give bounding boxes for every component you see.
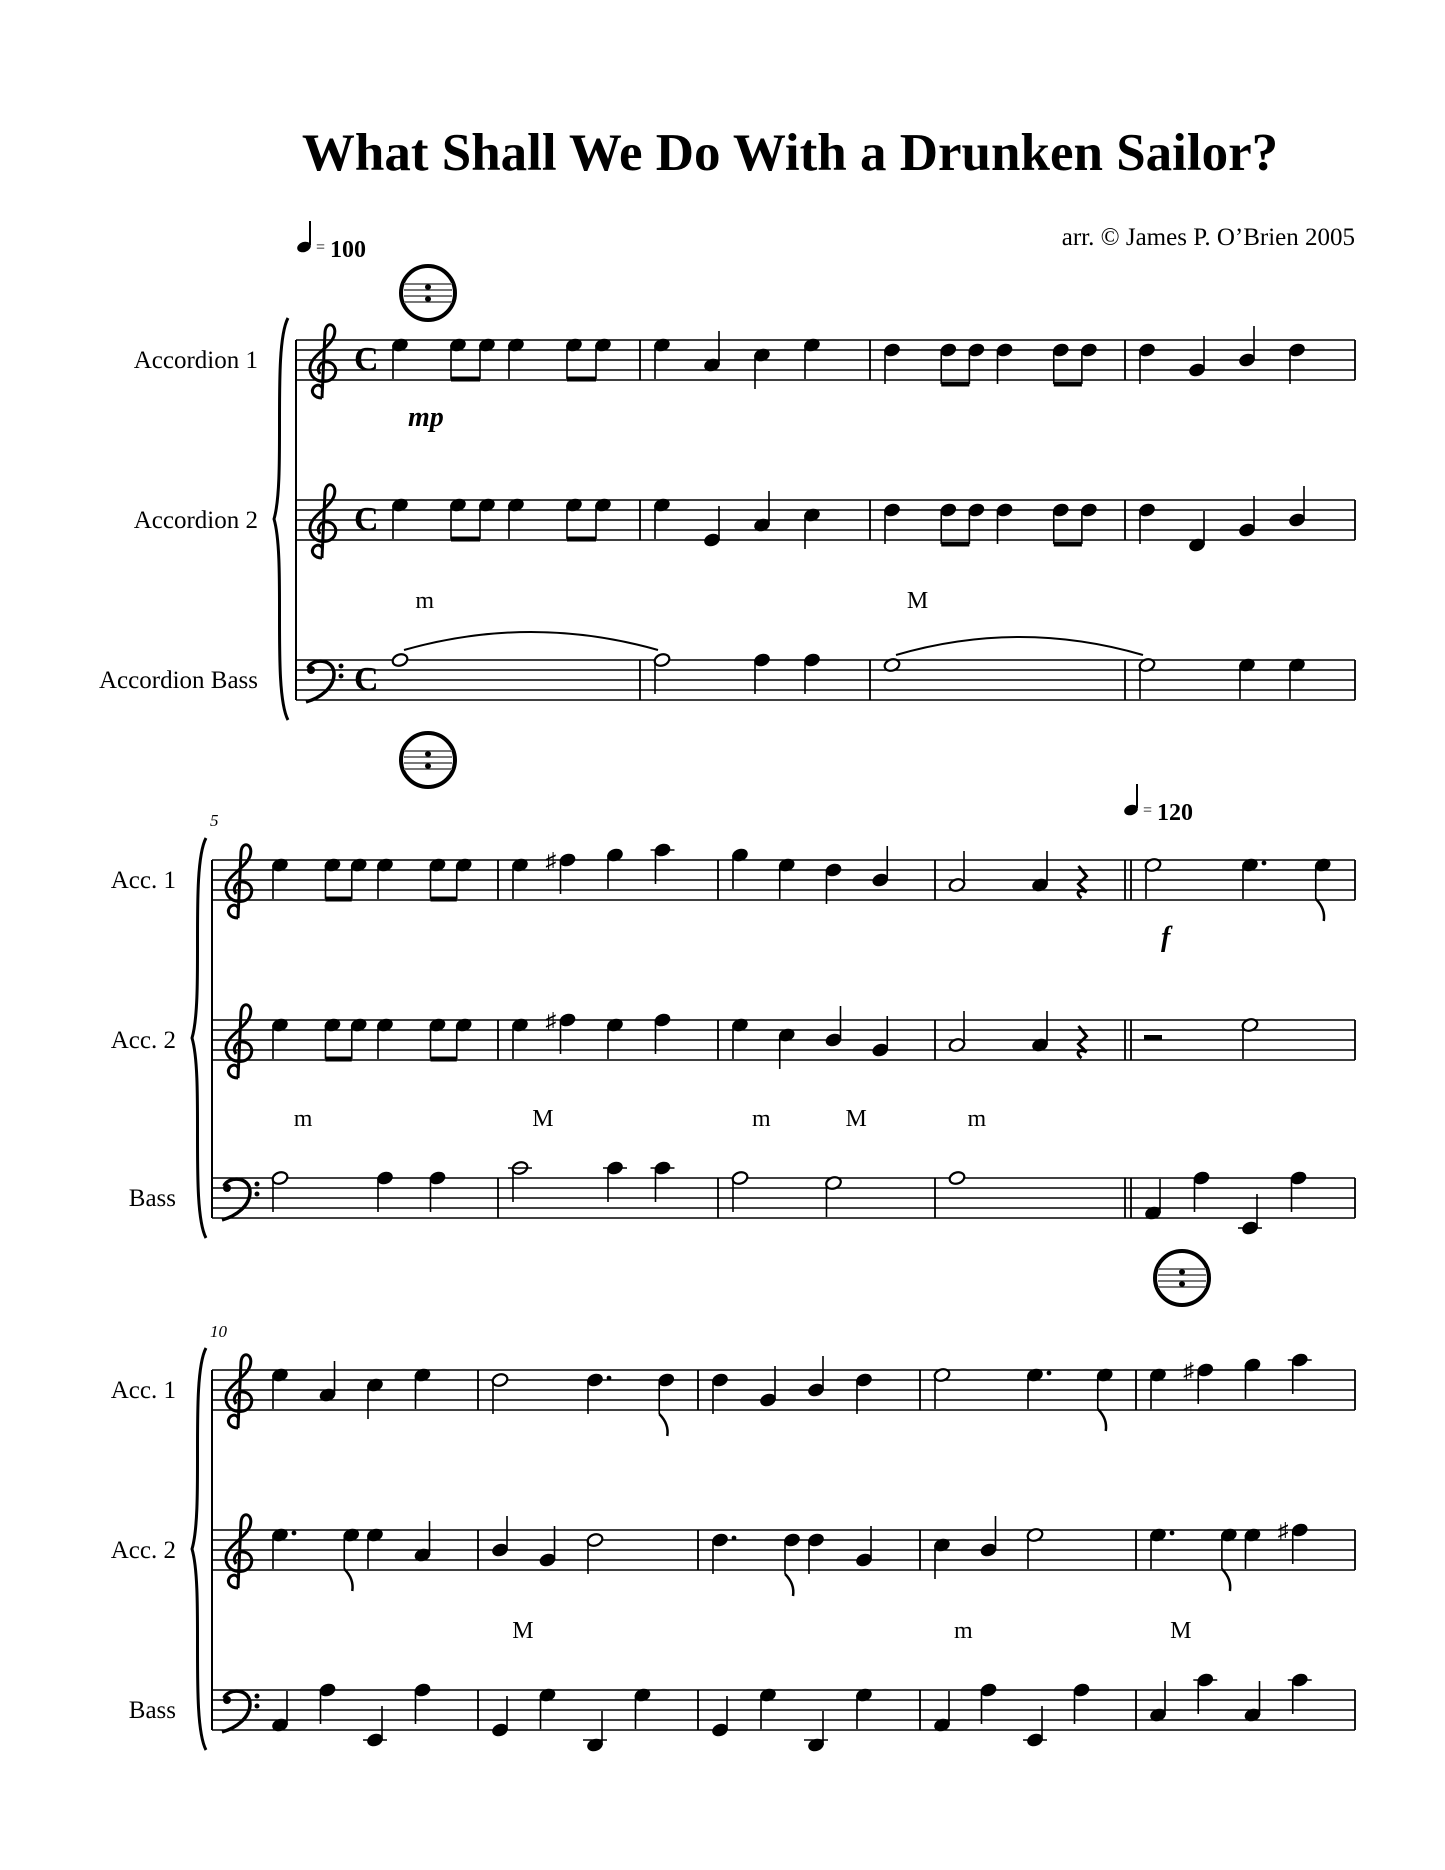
note xyxy=(651,1160,675,1202)
time-signature: C xyxy=(354,341,379,378)
note xyxy=(731,1170,749,1212)
note xyxy=(391,497,409,539)
note xyxy=(883,502,901,544)
chord-symbol: M xyxy=(906,588,929,614)
sharp-accidental-icon: ♯ xyxy=(1183,1358,1195,1383)
note xyxy=(583,1711,607,1753)
note xyxy=(1031,851,1049,893)
note xyxy=(731,1017,749,1059)
note xyxy=(753,652,771,694)
note xyxy=(366,1377,384,1419)
bass-clef-dot-icon xyxy=(255,1182,260,1187)
staff-label: Acc. 2 xyxy=(110,1027,176,1054)
note xyxy=(594,337,612,379)
register-dial-ring xyxy=(1155,1251,1209,1305)
tie-arc xyxy=(404,632,658,650)
note xyxy=(1288,1352,1312,1394)
staff-2 xyxy=(134,485,1355,558)
register-dial-ring xyxy=(401,733,455,787)
chord-symbol: m xyxy=(752,1106,771,1132)
note xyxy=(391,337,409,379)
note xyxy=(455,1017,473,1059)
register-dial-dot xyxy=(425,763,431,769)
note xyxy=(825,1175,843,1217)
tempo-equals: = xyxy=(1143,802,1153,819)
note xyxy=(1149,1527,1174,1569)
note xyxy=(825,862,843,904)
note xyxy=(319,1361,337,1403)
eighth-flag xyxy=(1222,1569,1230,1591)
treble-clef-icon xyxy=(226,845,252,918)
note xyxy=(1080,502,1098,544)
half-note-head xyxy=(948,1170,966,1185)
note xyxy=(319,1682,337,1724)
treble-clef-icon xyxy=(310,325,336,398)
note xyxy=(657,1372,675,1414)
register-dial-ring xyxy=(401,266,455,320)
note xyxy=(1196,1362,1214,1404)
accordion-register-dial-icon xyxy=(1155,1251,1209,1305)
accordion-register-dial-icon xyxy=(401,733,455,787)
staff-2 xyxy=(111,1515,1355,1596)
note xyxy=(1031,1011,1049,1053)
note xyxy=(606,847,624,889)
note xyxy=(651,842,675,884)
bass-clef-dot-icon xyxy=(255,1192,260,1197)
note xyxy=(1188,511,1206,553)
note xyxy=(603,1160,627,1202)
note xyxy=(1238,326,1256,368)
note xyxy=(1144,857,1162,899)
note xyxy=(414,1367,432,1409)
dotted-note-dot xyxy=(292,1531,297,1536)
staff-1 xyxy=(134,325,1355,398)
note xyxy=(1244,1357,1262,1399)
note xyxy=(803,337,821,379)
bass-clef-dot-icon xyxy=(307,666,315,674)
note xyxy=(271,1367,289,1409)
half-rest-icon xyxy=(1144,1035,1162,1040)
note xyxy=(1244,1527,1262,1569)
staff-label: Bass xyxy=(128,1185,176,1212)
note xyxy=(478,497,496,539)
note xyxy=(478,337,496,379)
bass-clef-dot-icon xyxy=(255,1694,260,1699)
note xyxy=(507,337,525,379)
staff-2 xyxy=(111,1005,1355,1078)
treble-clef-icon xyxy=(226,1005,252,1078)
note xyxy=(1238,1194,1262,1236)
note xyxy=(803,652,821,694)
note xyxy=(363,1706,387,1748)
eighth-flag xyxy=(1316,899,1324,921)
note xyxy=(1096,1367,1114,1409)
note xyxy=(871,846,889,888)
note xyxy=(807,1532,825,1574)
chord-symbol: M xyxy=(1170,1618,1192,1644)
tie-arc xyxy=(896,637,1143,655)
note xyxy=(271,1691,289,1733)
note xyxy=(1288,657,1306,699)
note xyxy=(711,1696,729,1738)
note xyxy=(376,857,394,899)
note xyxy=(980,1682,998,1724)
note xyxy=(996,502,1014,544)
dotted-note-dot xyxy=(607,1376,612,1381)
note xyxy=(429,857,447,899)
note xyxy=(606,1017,624,1059)
measure-number: 5 xyxy=(210,811,219,830)
note xyxy=(1290,1170,1308,1212)
note xyxy=(1138,502,1156,544)
note xyxy=(711,1372,729,1414)
treble-clef-icon xyxy=(310,485,336,558)
note xyxy=(1288,342,1306,384)
half-note-head xyxy=(391,652,409,667)
dotted-note-dot xyxy=(1047,1371,1052,1376)
quarter-rest-icon xyxy=(1078,866,1086,898)
note xyxy=(653,497,671,539)
note xyxy=(455,857,473,899)
note xyxy=(803,507,821,549)
note xyxy=(1288,1672,1312,1714)
note xyxy=(508,1160,532,1202)
note xyxy=(491,1372,509,1414)
note xyxy=(491,1696,509,1738)
note xyxy=(1149,1367,1167,1409)
system-2 xyxy=(111,733,1355,1238)
note xyxy=(933,1691,951,1733)
chord-symbol: m xyxy=(953,1618,973,1644)
note xyxy=(1149,1681,1167,1723)
bass-clef-dot-icon xyxy=(339,664,344,669)
time-signature: C xyxy=(354,661,379,698)
note xyxy=(511,857,529,899)
note xyxy=(753,491,771,533)
system-1 xyxy=(99,221,1355,720)
chord-symbol: M xyxy=(512,1618,534,1644)
bass-clef-dot-icon xyxy=(223,1696,231,1704)
staff-label: Accordion Bass xyxy=(99,667,258,694)
staff-label: Accordion 2 xyxy=(133,507,258,534)
note xyxy=(1193,1170,1211,1212)
note xyxy=(539,1526,557,1568)
eighth-flag xyxy=(785,1574,793,1596)
staff-label: Acc. 1 xyxy=(110,1377,176,1404)
note xyxy=(1138,657,1156,699)
chord-symbol: m xyxy=(293,1106,313,1132)
chord-symbol: M xyxy=(532,1106,554,1132)
accordion-register-dial-icon xyxy=(401,266,455,320)
system-brace xyxy=(192,838,206,1238)
note xyxy=(586,1372,611,1414)
tempo-value: 120 xyxy=(1157,800,1193,826)
system-brace xyxy=(192,1348,206,1750)
note xyxy=(778,1027,796,1069)
note xyxy=(376,1017,394,1059)
note xyxy=(783,1532,801,1574)
staff-3 xyxy=(129,1160,1355,1235)
note xyxy=(1220,1527,1238,1569)
system-brace xyxy=(274,318,288,720)
note xyxy=(855,1526,873,1568)
note xyxy=(948,1170,966,1185)
note xyxy=(703,506,721,548)
register-dial-dot xyxy=(425,296,431,302)
note xyxy=(449,497,467,539)
bass-clef-dot-icon xyxy=(339,674,344,679)
note xyxy=(948,851,966,893)
note xyxy=(565,337,583,379)
note xyxy=(807,1356,825,1398)
note xyxy=(1144,1179,1162,1221)
tempo-equals: = xyxy=(316,239,326,256)
dotted-note-dot xyxy=(732,1536,737,1541)
note xyxy=(778,857,796,899)
note xyxy=(414,1682,432,1724)
staff-1 xyxy=(111,842,1355,921)
staff-3 xyxy=(129,1672,1355,1752)
measure-number: 10 xyxy=(210,1322,227,1341)
note xyxy=(594,497,612,539)
dotted-note-dot xyxy=(1262,861,1267,866)
note xyxy=(324,1017,342,1059)
note xyxy=(1052,502,1070,544)
note xyxy=(1238,657,1256,699)
note xyxy=(1238,496,1256,538)
note xyxy=(429,1017,447,1059)
note xyxy=(759,1687,777,1729)
note xyxy=(759,1366,777,1408)
bass-clef-dot-icon xyxy=(223,1184,231,1192)
score-title: What Shall We Do With a Drunken Sailor? xyxy=(301,124,1279,182)
note xyxy=(1080,342,1098,384)
dynamic-marking: mp xyxy=(408,402,444,433)
note xyxy=(271,1017,289,1059)
note xyxy=(939,502,957,544)
staff-3 xyxy=(99,632,1355,702)
note xyxy=(883,342,901,384)
note xyxy=(939,342,957,384)
staff-label: Bass xyxy=(128,1697,176,1724)
note xyxy=(948,1011,966,1053)
note xyxy=(1026,1527,1044,1569)
register-dial-dot xyxy=(425,751,431,757)
tempo-marking xyxy=(296,221,366,263)
note xyxy=(1052,342,1070,384)
note xyxy=(653,652,671,694)
note xyxy=(654,1012,672,1054)
dynamic-marking: f xyxy=(1161,922,1171,953)
treble-clef-icon xyxy=(226,1515,252,1588)
note xyxy=(731,847,749,889)
note xyxy=(559,852,577,894)
staff-1 xyxy=(111,1352,1355,1436)
note xyxy=(391,652,409,667)
note xyxy=(753,347,771,389)
treble-clef-icon xyxy=(226,1355,252,1428)
note xyxy=(271,857,289,899)
note xyxy=(1291,1522,1309,1564)
note xyxy=(507,497,525,539)
note xyxy=(855,1372,873,1414)
note xyxy=(1138,342,1156,384)
staff-label: Acc. 2 xyxy=(110,1537,176,1564)
note xyxy=(1314,857,1332,899)
dotted-note-dot xyxy=(1170,1531,1175,1536)
note xyxy=(996,342,1014,384)
note xyxy=(980,1516,998,1558)
tempo-value: 100 xyxy=(330,237,366,263)
note xyxy=(376,1170,394,1212)
chord-symbol: M xyxy=(845,1106,867,1132)
note xyxy=(1188,336,1206,378)
note xyxy=(559,1012,577,1054)
note xyxy=(933,1537,951,1579)
note xyxy=(586,1532,604,1574)
sharp-accidental-icon: ♯ xyxy=(545,1008,557,1033)
note xyxy=(1073,1682,1091,1724)
note xyxy=(871,1016,889,1058)
systems-layer xyxy=(99,221,1355,1753)
system-3 xyxy=(111,1251,1355,1753)
eighth-flag xyxy=(344,1569,352,1591)
note xyxy=(271,1170,289,1212)
note xyxy=(366,1527,384,1569)
note xyxy=(855,1687,873,1729)
note xyxy=(414,1521,432,1563)
copyright-notice: arr. © James P. O’Brien 2005 xyxy=(1061,224,1355,251)
note xyxy=(711,1532,736,1574)
eighth-flag xyxy=(659,1414,667,1436)
note xyxy=(703,331,721,373)
eighth-flag xyxy=(1098,1409,1106,1431)
quarter-rest-icon xyxy=(1078,1026,1086,1058)
sharp-accidental-icon: ♯ xyxy=(1277,1518,1289,1543)
note xyxy=(271,1527,296,1569)
note xyxy=(933,1367,951,1409)
note xyxy=(324,857,342,899)
note xyxy=(350,1017,368,1059)
note xyxy=(1193,1672,1217,1714)
tempo-marking xyxy=(1123,784,1193,826)
note xyxy=(967,502,985,544)
bass-clef-dot-icon xyxy=(255,1704,260,1709)
note xyxy=(1244,1681,1262,1723)
note xyxy=(1288,486,1306,528)
sharp-accidental-icon: ♯ xyxy=(545,848,557,873)
note xyxy=(539,1687,557,1729)
note xyxy=(1241,857,1266,899)
note xyxy=(653,337,671,379)
note xyxy=(825,1006,843,1048)
register-dial-dot xyxy=(1179,1281,1185,1287)
note xyxy=(565,497,583,539)
register-dial-dot xyxy=(425,284,431,290)
time-signature: C xyxy=(354,501,379,538)
note xyxy=(1241,1017,1259,1059)
note xyxy=(1026,1367,1051,1409)
staff-label: Acc. 1 xyxy=(110,867,176,894)
note xyxy=(429,1170,447,1212)
chord-symbol: m xyxy=(415,588,435,614)
note xyxy=(634,1687,652,1729)
register-dial-dot xyxy=(1179,1269,1185,1275)
chord-symbol: m xyxy=(967,1106,987,1132)
staff-label: Accordion 1 xyxy=(133,347,258,374)
note xyxy=(511,1017,529,1059)
note xyxy=(350,857,368,899)
note xyxy=(342,1527,360,1569)
note xyxy=(449,337,467,379)
note xyxy=(1023,1706,1047,1748)
note xyxy=(967,342,985,384)
note xyxy=(491,1516,509,1558)
note xyxy=(804,1711,828,1753)
